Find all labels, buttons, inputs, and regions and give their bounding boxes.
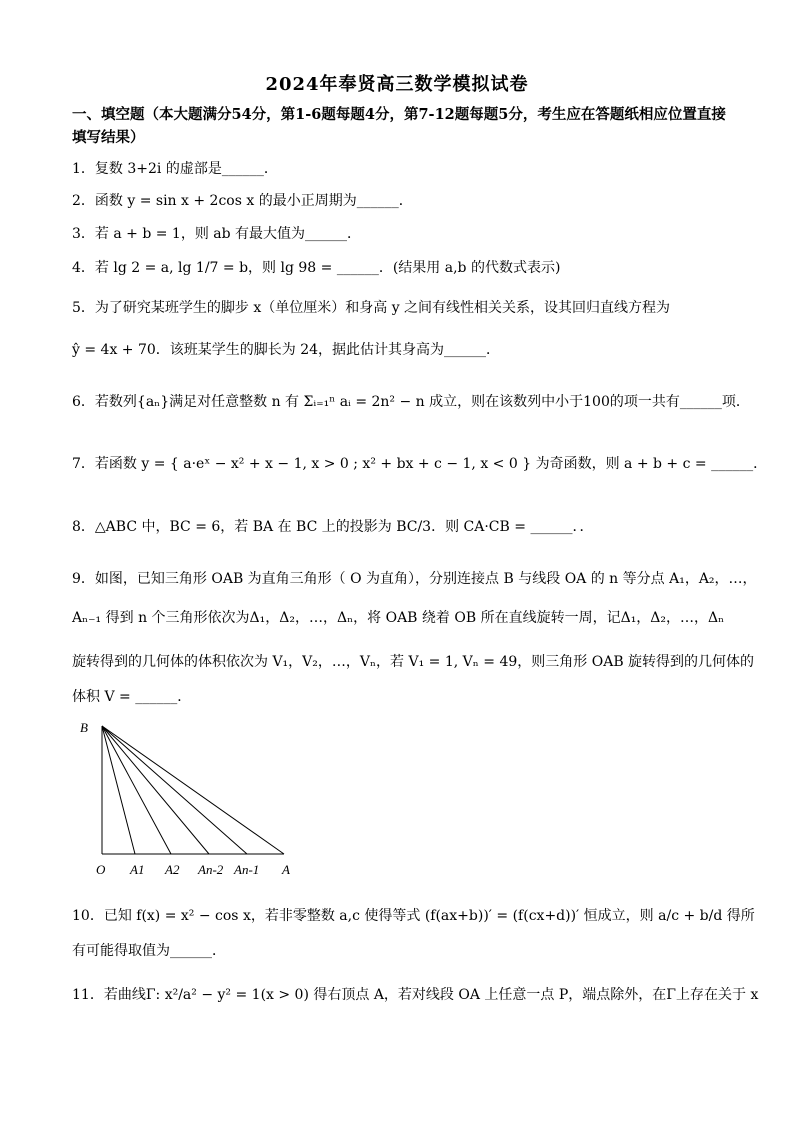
question-11: 11．若曲线Γ: x²/a² − y² = 1(x > 0) 得右顶点 A，若对线段 OA 上任意一点 P，端点除外，在Γ上存在关于 x <box>72 987 759 1003</box>
question-2: 2．函数 y = sin x + 2cos x 的最小正周期为______． <box>72 193 413 209</box>
question-8: 8．△ABC 中，BC = 6，若 BA 在 BC 上的投影为 BC/3．则 CA·CB = ______．． <box>72 519 594 535</box>
label-a: A <box>282 862 290 877</box>
page-title: 2024年奉贤高三数学模拟试卷 <box>265 74 529 95</box>
question-9: 9．如图，已知三角形 OAB 为直角三角形（ O 为直角），分别连接点 B 与线段 OA 的 n 等分点 A₁，A₂，…， <box>72 571 757 587</box>
label-an2: An-2 <box>198 862 224 877</box>
label-a1: A1 <box>130 862 145 877</box>
question-10-cont: 有可能得取值为______． <box>72 943 226 959</box>
segment-ba2 <box>102 726 171 854</box>
question-4: 4．若 lg 2 = a, lg 1/7 = b，则 lg 98 = ______．(结果用 a,b 的代数式表示) <box>72 260 561 276</box>
question-6: 6．若数列{aₙ}满足对任意整数 n 有 Σᵢ₌₁ⁿ aᵢ = 2n² − n 成立，则在该数列中小于100的项一共有______项． <box>72 394 750 410</box>
label-b: B <box>80 720 88 735</box>
question-1: 1．复数 3+2i 的虚部是______． <box>72 161 278 177</box>
segment-ban1 <box>102 726 247 854</box>
question-9-line4: 体积 V = ______． <box>72 689 192 705</box>
question-9-line3: 旋转得到的几何体的体积依次为 V₁，V₂，…，Vₙ，若 V₁ = 1, Vₙ = 49，则三角形 OAB 旋转得到的几何体的 <box>72 654 755 670</box>
label-o: O <box>96 862 106 877</box>
question-9-line2: Aₙ₋₁ 得到 n 个三角形依次为Δ₁，Δ₂，…，Δₙ，将 OAB 绕着 OB 所在直线旋转一周，记Δ₁，Δ₂，…，Δₙ <box>72 610 725 626</box>
label-an1: An-1 <box>234 862 260 877</box>
triangle-figure <box>72 716 302 886</box>
section-heading: 一、填空题（本大题满分54分，第1-6题每题4分，第7-12题每题5分，考生应在答题纸相应位置直接填写结果） <box>72 106 726 146</box>
question-5: 5．为了研究某班学生的脚步 x（单位厘米）和身高 y 之间有线性相关关系，设其回归直线方程为 <box>72 300 671 316</box>
question-7: 7．若函数 y = { a·eˣ − x² + x − 1, x > 0 ; x² + bx + c − 1, x < 0 } 为奇函数，则 a + b + c = ______． <box>72 456 768 472</box>
question-10: 10．已知 f(x) = x² − cos x，若非零整数 a,c 使得等式 (f(ax+b))′ = (f(cx+d))′ 恒成立，则 a/c + b/d 得所 <box>72 908 755 924</box>
question-3: 3．若 a + b = 1，则 ab 有最大值为______． <box>72 226 362 242</box>
label-a2: A2 <box>165 862 180 877</box>
question-5-cont: ŷ = 4x + 70．该班某学生的脚长为 24，据此估计其身高为______． <box>72 342 501 358</box>
